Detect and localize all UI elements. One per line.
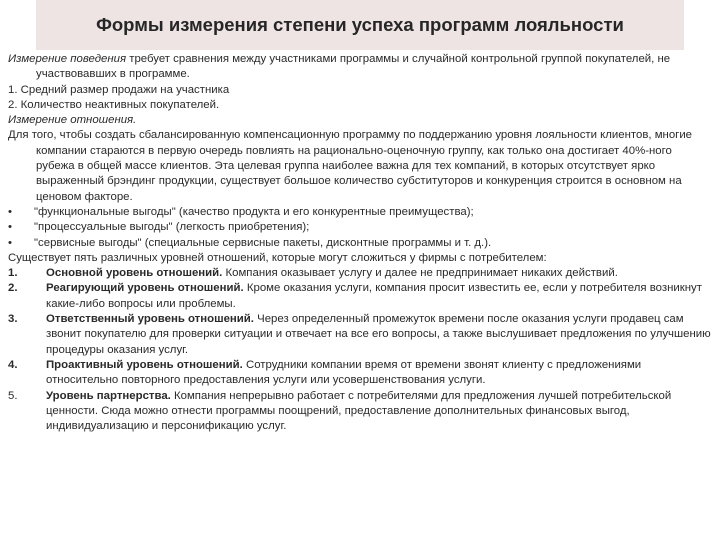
level-desc: Сотрудники компании время от времени звонят клиенту с предложениями относительно повторного предоставления услуги или усовершенствования услуги.: [46, 358, 642, 387]
level-item: [8, 281, 712, 312]
metric-2: 2. Количество неактивных покупателей.: [8, 98, 220, 111]
level-name: Ответственный уровень отношений.: [46, 313, 254, 326]
level-name: Уровень партнерства.: [46, 389, 171, 402]
level-number: 1.: [8, 267, 18, 280]
bullet-text: "процессуальные выгоды" (легкость приобретения);: [34, 221, 310, 234]
level-text: [46, 281, 712, 312]
level-desc: Через определенный промежуток времени после оказания услуги продавец сам звонит покупателю для проверки ситуации и отвечает на все его вопросы, а также выслушивает предложения по улучшению процедуры оказания услуг.: [46, 313, 711, 356]
level-name: Основной уровень отношений.: [46, 267, 223, 280]
attitude-heading: Измерение отношения.: [8, 114, 137, 127]
level-desc: Кроме оказания услуги, компания просит известить ее, если у потребителя возникнут какие-либо вопросы или проблемы.: [46, 282, 702, 310]
level-item: [8, 312, 712, 358]
title-bar: [36, 0, 684, 50]
behavior-term: Измерение поведения: [8, 53, 127, 65]
level-item: [8, 389, 712, 435]
level-name: Реагирующий уровень отношений.: [46, 282, 244, 295]
metric-1: 1. Средний размер продажи на участника: [8, 83, 230, 96]
level-item: [8, 266, 712, 281]
level-number: 3.: [8, 313, 18, 326]
level-item: [8, 358, 712, 389]
bullet-text: "функциональные выгоды" (качество продукта и его конкурентные преимущества);: [34, 205, 474, 218]
level-text: [46, 266, 712, 281]
level-desc: Компания оказывает услугу и далее не предпринимает никаких действий.: [222, 267, 618, 280]
document-body: [8, 52, 712, 434]
level-desc: Компания непрерывно работает с потребителями для предложения лучшей потребительской ценности. Сюда можно отнести программы поощрений, предоставление дополнительных финансовых выгод, индивидуализацию и персонификацию услуг.: [46, 389, 672, 433]
bullet-icon: •: [8, 236, 12, 249]
levels-intro: Существует пять различных уровней отношений, которые могут сложиться у фирмы с потребителем:: [8, 251, 547, 264]
list-item: [8, 220, 712, 235]
level-text: [46, 389, 712, 435]
level-number: 5.: [8, 389, 18, 402]
level-text: [46, 312, 712, 358]
attitude-paragraph: Для того, чтобы создать сбалансированную компенсационную программу по поддержанию уровня лояльности клиентов, многие компании стараются в первую очередь повлиять на рационально-оценочную группу, как только она достигает 40%-ного рубежа в общей массе клиентов. Эта целевая группа наиболее важна для тех компаний, в которых отсутствует ярко выраженный брэндинг продукции, существует большое количество субституторов и конкуренция строится в основном на ценовом факторе.: [8, 129, 693, 203]
level-text: [46, 358, 712, 389]
behavior-text: требует сравнения между участниками программы и случайной контрольной группой покупателей, не участвовавших в программе.: [36, 53, 671, 81]
level-name: Проактивный уровень отношений.: [46, 358, 243, 371]
bullet-icon: •: [8, 221, 12, 234]
level-number: 2.: [8, 282, 18, 295]
behavior-paragraph: [8, 52, 712, 83]
bullet-text: "сервисные выгоды" (специальные сервисные пакеты, дисконтные программы и т. д.).: [34, 236, 492, 249]
bullet-icon: •: [8, 205, 12, 218]
page-title: Формы измерения степени успеха программ лояльности: [96, 14, 624, 35]
list-item: [8, 205, 712, 220]
level-number: 4.: [8, 358, 18, 371]
list-item: [8, 236, 712, 251]
